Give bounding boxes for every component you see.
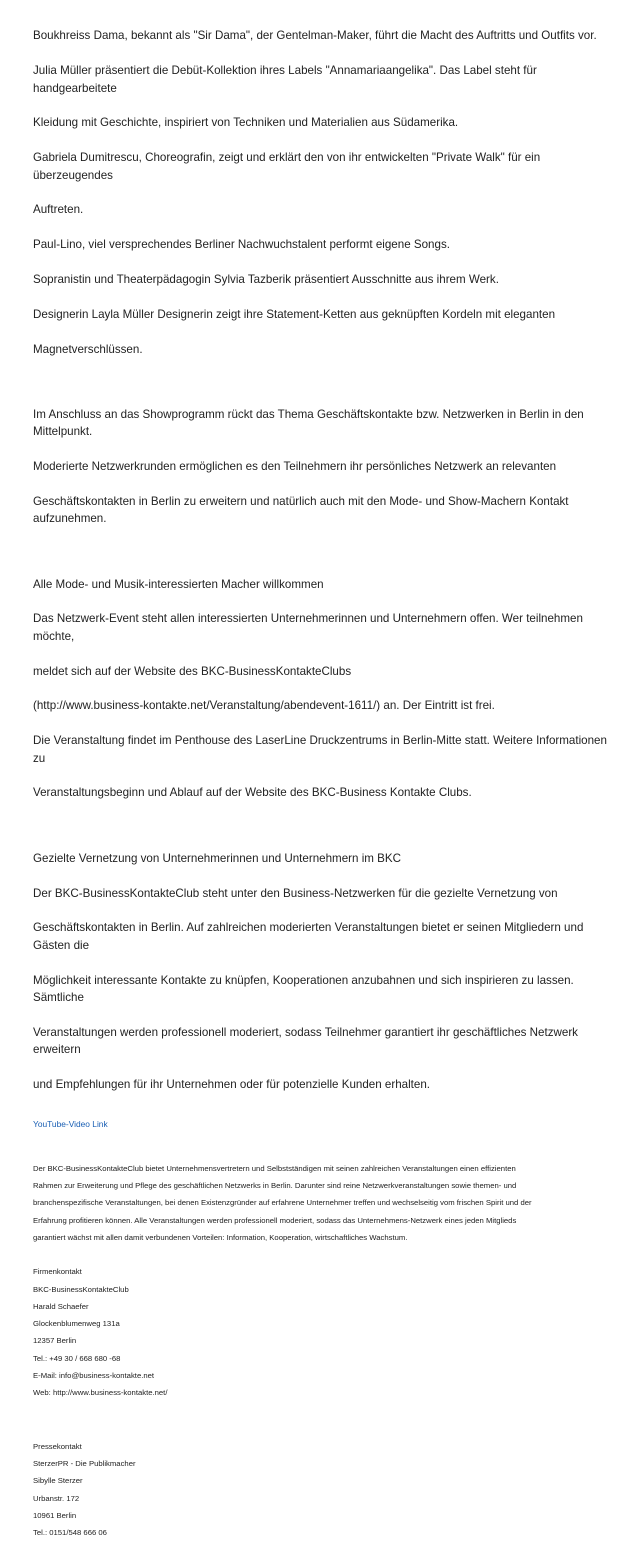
text-line: Kleidung mit Geschichte, inspiriert von Techniken und Materialien aus Südamerika.: [33, 116, 459, 130]
text-line: und Empfehlungen für ihr Unternehmen oder für potenzielle Kunden erhalten.: [33, 1077, 431, 1091]
text-line: Geschäftskontakten in Berlin. Auf zahlreichen moderierten Veranstaltungen bietet er seinen Mitgliedern und Gästen die: [33, 921, 584, 952]
text-line: Veranstaltungen werden professionell moderiert, sodass Teilnehmer garantiert ihr geschäftliches Netzwerk erweitern: [33, 1025, 578, 1057]
club-boilerplate: [33, 1160, 613, 1246]
contact-company: BKC-BusinessKontakteClub: [33, 1284, 129, 1294]
text-line: Moderierte Netzwerkrunden ermöglichen es den Teilnehmern ihr persönliches Netzwerk an relevanten: [33, 460, 557, 474]
welcome-paragraph: [33, 558, 613, 819]
contact-city: 10961 Berlin: [33, 1510, 77, 1520]
contact-person: Sibylle Sterzer: [33, 1476, 83, 1486]
text-line: branchenspezifische Veranstaltungen, bei denen Existenzgründer auf erfahrene Unternehmer treffen und wechselseitig vom frischen Spirit und der: [33, 1198, 532, 1208]
document-page: [33, 10, 613, 1541]
firm-contact-block: [33, 1263, 613, 1401]
press-contact-block: [33, 1438, 613, 1541]
text-line: Der BKC-BusinessKontakteClub steht unter den Business-Netzwerken für die gezielte Vernetzung von: [33, 886, 558, 900]
contact-heading: Firmenkontakt: [33, 1267, 82, 1277]
text-line: Julia Müller präsentiert die Debüt-Kollektion ihres Labels "Annamariaangelika". Das Label steht für handgearbeitete: [33, 64, 537, 95]
text-line: Das Netzwerk-Event steht allen interessierten Unternehmerinnen und Unternehmern offen. Wer teilnehmen möchte,: [33, 612, 583, 643]
contact-phone: Tel.: 0151/548 666 06: [33, 1528, 107, 1538]
text-line: meldet sich auf der Website des BKC-BusinessKontakteClubs: [33, 664, 352, 678]
contact-heading: Pressekontakt: [33, 1441, 82, 1451]
text-line: Möglichkeit interessante Kontakte zu knüpfen, Kooperationen anzubahnen und sich inspirieren zu lassen. Sämtliche: [33, 973, 574, 1004]
text-line: Im Anschluss an das Showprogramm rückt das Thema Geschäftskontakte bzw. Netzwerken in Berlin in den Mittelpunkt.: [33, 407, 584, 439]
contact-agency: SterzerPR - Die Publikmacher: [33, 1458, 136, 1468]
section-heading: Gezielte Vernetzung von Unternehmerinnen und Unternehmern im BKC: [33, 851, 401, 865]
text-line: Der BKC-BusinessKontakteClub bietet Unternehmensvertretern und Selbstständigen mit seinen zahlreichen Veranstaltungen einen effizienten: [33, 1163, 516, 1173]
text-line: Magnetverschlüssen.: [33, 342, 143, 356]
contact-person: Harald Schaefer: [33, 1301, 89, 1311]
text-line: garantiert wächst mit allen damit verbundenen Vorteilen: Information, Kooperation, wirtschaftliches Wachstum.: [33, 1232, 408, 1242]
text-line: Rahmen zur Erweiterung und Pflege des geschäftlichen Netzwerks in Berlin. Darunter sind reine Netzwerkveranstaltungen sowie themen- und: [33, 1181, 517, 1191]
contact-phone: Tel.: +49 30 / 668 680 -68: [33, 1353, 121, 1363]
text-line: Geschäftskontakten in Berlin zu erweitern und natürlich auch mit den Mode- und Show-Machern Kontakt aufzunehmen.: [33, 494, 569, 526]
text-line: Gabriela Dumitrescu, Choreografin, zeigt und erklärt den von ihr entwickelten "Private Walk" für ein überzeugendes: [33, 151, 541, 182]
text-line: Sopranistin und Theaterpädagogin Sylvia Tazberik präsentiert Ausschnitte aus ihrem Werk.: [33, 273, 499, 287]
text-line: Paul-Lino, viel versprechendes Berliner Nachwuchstalent performt eigene Songs.: [33, 238, 450, 252]
section-heading: Alle Mode- und Musik-interessierten Macher willkommen: [33, 577, 324, 591]
showprogram-paragraph: [33, 389, 613, 546]
text-line: Die Veranstaltung findet im Penthouse des LaserLine Druckzentrums in Berlin-Mitte statt. Weitere Informationen zu: [33, 734, 607, 765]
contact-street: Urbanstr. 172: [33, 1493, 80, 1503]
intro-paragraph: [33, 10, 613, 376]
contact-city: 12357 Berlin: [33, 1336, 77, 1346]
contact-email: E-Mail: info@business-kontakte.net: [33, 1371, 155, 1381]
networking-paragraph: [33, 832, 613, 1111]
spacer: [33, 1246, 613, 1263]
text-line: Boukhreiss Dama, bekannt als "Sir Dama", der Gentelman-Maker, führt die Macht des Auftritts und Outfits vor.: [33, 29, 597, 43]
text-line: Designerin Layla Müller Designerin zeigt ihre Statement-Ketten aus geknüpften Kordeln mit eleganten: [33, 307, 556, 321]
text-line: Erfahrung profitieren können. Alle Veranstaltungen werden professionell moderiert, sodass das Unternehmens-Netzwerk eines jeden Mitglieds: [33, 1215, 517, 1225]
contact-street: Glockenblumenweg 131a: [33, 1319, 120, 1329]
text-line: Auftreten.: [33, 203, 84, 217]
spacer: [33, 1402, 613, 1438]
text-line: Veranstaltungsbeginn und Ablauf auf der Website des BKC-Business Kontakte Clubs.: [33, 786, 472, 800]
contact-web: Web: http://www.business-kontakte.net/: [33, 1388, 168, 1398]
text-line: (http://www.business-kontakte.net/Veranstaltung/abendevent-1611/) an. Der Eintritt ist frei.: [33, 699, 495, 713]
youtube-video-link[interactable]: YouTube-Video Link: [33, 1118, 108, 1129]
